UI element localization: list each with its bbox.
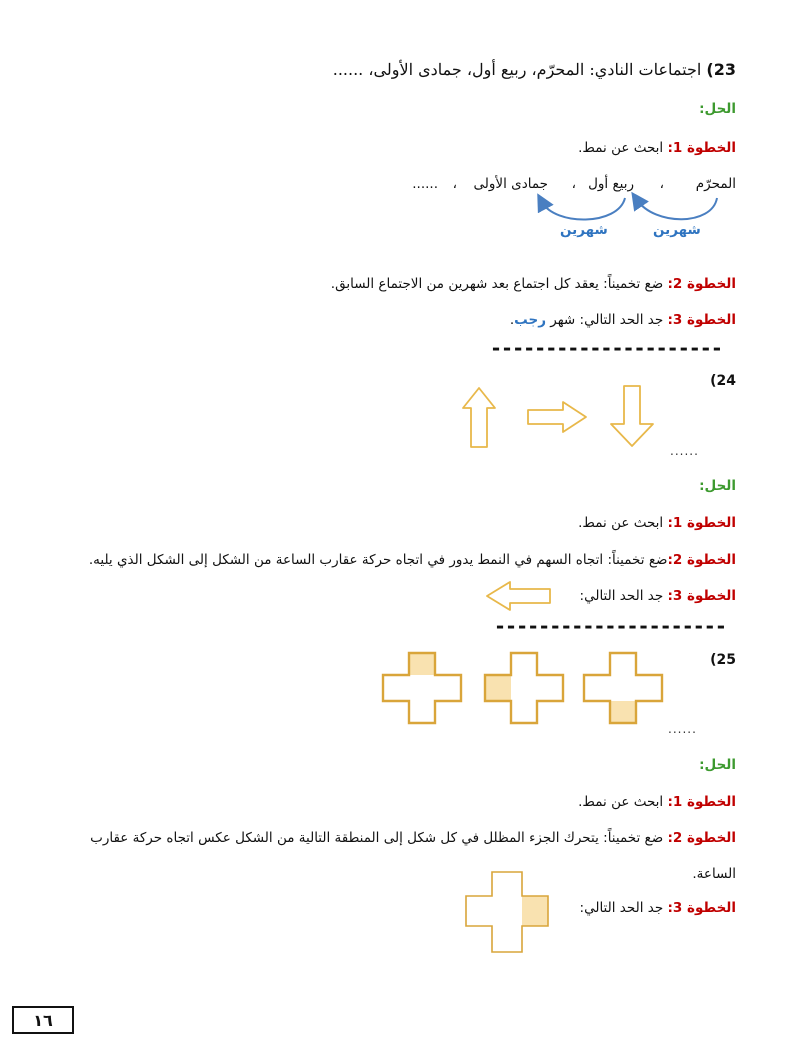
q24-step1-text: ابحث عن نمط. — [578, 515, 668, 531]
q25-cross-2-shade — [485, 675, 511, 701]
q24-number: (24 — [710, 373, 736, 389]
q23-sep-3: ، — [452, 176, 457, 192]
q25-cross-1-shade — [409, 653, 435, 675]
page-number: ١٦ — [33, 1010, 53, 1030]
divider-1: --------------------- — [490, 336, 722, 360]
q25-cross-2 — [485, 653, 563, 723]
q25-step3 — [580, 900, 736, 916]
q23-step3-end: . — [509, 312, 515, 328]
q25-step3-text: جد الحد التالي: — [579, 900, 668, 916]
q25-number: (25 — [710, 652, 736, 668]
q25-dots: ...... — [668, 722, 697, 736]
q24-step3-text: جد الحد التالي: — [579, 588, 668, 604]
q25-step2-line1: ضع تخميناً: يتحرك الجزء المظلل في كل شكل إلى المنطقة التالية من الشكل عكس اتجاه حركة عقارب — [90, 830, 668, 846]
page-number-box — [12, 1006, 74, 1034]
q25-step2-label: الخطوة 2: — [667, 830, 736, 846]
q23-term-2: ربيع أول — [588, 176, 634, 192]
q25-step3-label: الخطوة 3: — [667, 900, 736, 916]
q24-dots: ...... — [670, 444, 699, 458]
q23-gap-label-1: شهرين — [653, 222, 701, 238]
q23-term-4: ...... — [412, 176, 438, 192]
q24-step3-label: الخطوة 3: — [667, 588, 736, 604]
q23-question-text: اجتماعات النادي: المحرّم، ربيع أول، جمادى الأولى، ...... — [332, 60, 702, 79]
q25-cross-3 — [584, 653, 662, 723]
q23-sep-2: ، — [571, 176, 576, 192]
q25-step1 — [578, 794, 736, 810]
q23-step2-label: الخطوة 2: — [667, 276, 736, 292]
q23-step3-label: الخطوة 3: — [667, 312, 736, 328]
q24-step2-text: ضع تخميناً: اتجاه السهم في النمط يدور في اتجاه حركة عقارب الساعة من الشكل إلى الشكل الذي يليه. — [88, 552, 668, 568]
q25-cross-3-shade — [610, 701, 636, 723]
q23-sep-1: ، — [659, 176, 664, 192]
q23-step3-answer: رجب — [514, 312, 546, 328]
q23-gap-label-2: شهرين — [560, 222, 608, 238]
q25-step2 — [90, 830, 736, 846]
q24-step2-label: الخطوة 2: — [667, 552, 736, 568]
q23-term-3: جمادى الأولى — [473, 176, 548, 192]
q25-step1-text: ابحث عن نمط. — [578, 794, 668, 810]
q23-number: 23) — [706, 60, 736, 79]
divider-2: --------------------- — [494, 614, 726, 638]
q23-step3-text: جد الحد التالي: شهر — [545, 312, 668, 328]
q23-step1-text: ابحث عن نمط. — [578, 140, 668, 156]
q24-step1-label: الخطوة 1: — [667, 515, 736, 531]
q25-step2-line2: الساعة. — [692, 866, 736, 882]
q25-solution-label: الحل: — [699, 757, 736, 773]
q23-step2-text: ضع تخميناً: يعقد كل اجتماع بعد شهرين من الاجتماع السابق. — [330, 276, 668, 292]
q23-solution-label: الحل: — [699, 101, 736, 117]
q25-answer-cross-shade — [522, 896, 548, 926]
q24-solution-label: الحل: — [699, 478, 736, 494]
q25-cross-1 — [383, 653, 461, 723]
q23-step1-label: الخطوة 1: — [667, 140, 736, 156]
q25-answer-cross — [466, 872, 548, 952]
q25-step1-label: الخطوة 1: — [667, 794, 736, 810]
q23-term-1: المحرّم — [695, 176, 736, 192]
